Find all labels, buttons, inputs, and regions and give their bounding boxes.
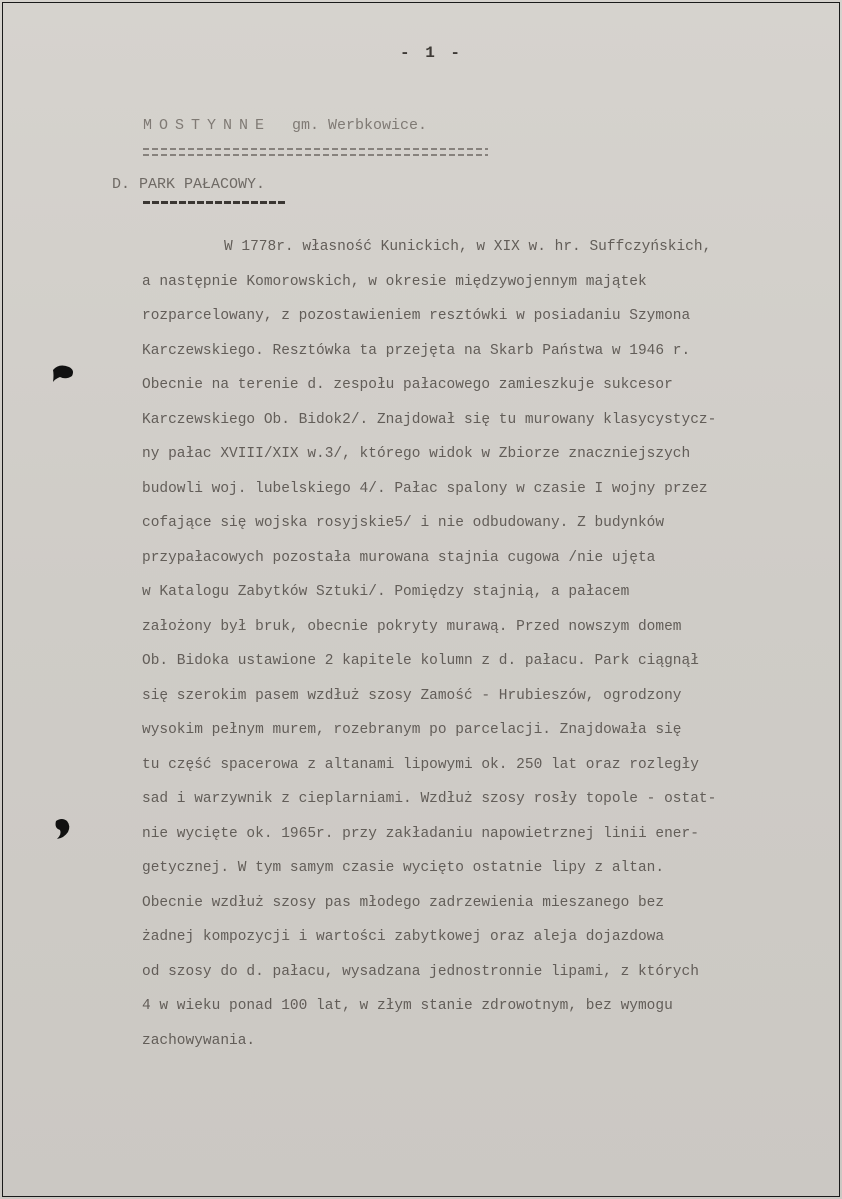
body-line: Obecnie na terenie d. zespołu pałacowego zamieszkuje sukcesor — [142, 377, 673, 393]
hole-punch-mark-icon — [50, 815, 76, 841]
section-underline — [143, 201, 286, 204]
location-name: MOSTYNNE — [143, 117, 272, 134]
body-line: żadnej kompozycji i wartości zabytkowej oraz aleja dojazdowa — [142, 929, 665, 945]
body-line: a następnie Komorowskich, w okresie międzywojennym majątek — [142, 273, 647, 290]
body-line: cofające się wojska rosyjskie5/ i nie odbudowany. Z budynków — [142, 515, 665, 531]
section-title: D. PARK PAŁACOWY. — [112, 176, 266, 193]
page-number: - 1 - — [400, 44, 464, 62]
body-text — [142, 230, 832, 1058]
body-line: tu część spacerowa z altanami lipowymi ok. 250 lat oraz rozległy — [142, 756, 699, 773]
body-line: w Katalogu Zabytków Sztuki/. Pomiędzy stajnią, a pałacem — [142, 584, 630, 600]
document-heading — [143, 117, 427, 134]
body-line: się szerokim pasem wzdłuż szosy Zamość - Hrubieszów, ogrodzony — [142, 687, 682, 704]
body-line: rozparcelowany, z pozostawieniem resztówki w posiadaniu Szymona — [142, 308, 691, 324]
body-line: Karczewskiego. Resztówka ta przejęta na Skarb Państwa w 1946 r. — [142, 342, 691, 359]
body-line: Karczewskiego Ob. Bidok2/. Znajdował się tu murowany klasycystycz- — [142, 411, 717, 428]
commune-name: gm. Werbkowice. — [292, 117, 428, 134]
heading-double-underline — [143, 148, 488, 156]
body-line: sad i warzywnik z cieplarniami. Wzdłuż szosy rosły topole - ostat- — [142, 791, 717, 807]
hole-punch-mark-icon — [50, 360, 76, 386]
body-line: getycznej. W tym samym czasie wycięto ostatnie lipy z altan. — [142, 860, 665, 876]
body-line: nie wycięte ok. 1965r. przy zakładaniu napowietrznej linii ener- — [142, 825, 699, 842]
body-line: przypałacowych pozostała murowana stajnia cugowa /nie ujęta — [142, 549, 656, 566]
body-line: zachowywania. — [142, 1032, 256, 1049]
body-line: ny pałac XVIII/XIX w.3/, którego widok w Zbiorze znaczniejszych — [142, 446, 691, 462]
body-line: założony był bruk, obecnie pokryty murawą. Przed nowszym domem — [142, 618, 682, 635]
body-line: od szosy do d. pałacu, wysadzana jednostronnie lipami, z których — [142, 963, 699, 980]
body-line: wysokim pełnym murem, rozebranym po parcelacji. Znajdowała się — [142, 722, 682, 738]
body-line: 4 w wieku ponad 100 lat, w złym stanie zdrowotnym, bez wymogu — [142, 998, 673, 1014]
body-line: W 1778r. własność Kunickich, w XIX w. hr. Suffczyńskich, — [224, 239, 712, 255]
body-line: Ob. Bidoka ustawione 2 kapitele kolumn z d. pałacu. Park ciągnął — [142, 653, 699, 669]
body-line: Obecnie wzdłuż szosy pas młodego zadrzewienia mieszanego bez — [142, 894, 665, 911]
body-line: budowli woj. lubelskiego 4/. Pałac spalony w czasie I wojny przez — [142, 480, 708, 497]
